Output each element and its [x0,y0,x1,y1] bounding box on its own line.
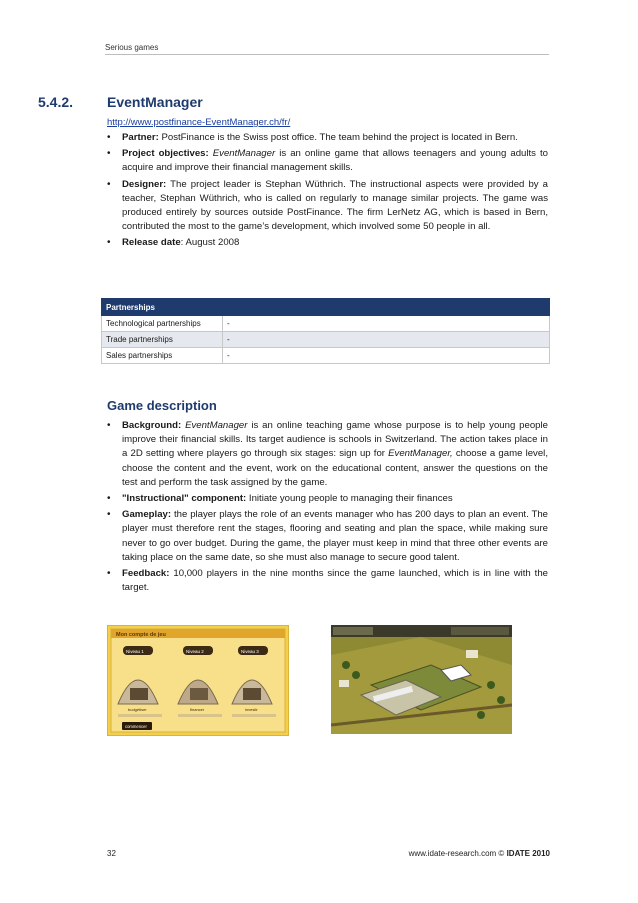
level-badge-2 [183,646,213,655]
partnerships-table [101,298,550,364]
list-item: • Designer: The project leader is Stephan Wüthrich. The instructional aspects were provided by a teacher, Stephan Wüthrich, who is called on regularly to manage similar projects. The game was produced entirely by sources outside PostFinance. The firm LerNetz AG, which is based in Bern, contributed the most to the game’s development, which involved some 50 people in all. [107,178,548,233]
project-info-list [100,131,548,253]
svg-text:Niveau 1: Niveau 1 [126,649,144,654]
table-row: Sales partnerships - [102,348,550,364]
footer-copyright: www.idate-research.com © IDATE 2010 [408,849,550,858]
dome-caption: financer [190,707,205,712]
screenshot-heading: Mon compte de jeu [116,632,166,638]
list-item: • Gameplay: the player plays the role of an events manager who has 200 days to plan an event. The player must therefore rent the stages, flooring and seating and plan the space, while making sure never to go over budget. During the game, the player must keep in mind that three other events are taking place on the same date, so she must also manage to secure good talent. [107,509,548,563]
start-button [122,722,152,730]
bullet-icon: • [107,509,111,521]
header-rule [105,54,549,55]
dome-caption: investir [245,707,258,712]
game-description-list [100,419,548,597]
project-url-link[interactable]: http://www.postfinance-EventManager.ch/fr/ [107,117,291,128]
bullet-icon: • [107,420,111,431]
dome-caption: budgétiser [128,707,147,712]
bullet-icon: • [107,132,111,143]
bullet-icon: • [107,568,111,580]
table-row: Technological partnerships - [102,316,550,332]
bullet-icon: • [107,237,111,249]
bullet-icon: • [107,178,111,190]
svg-text:Niveau 3: Niveau 3 [241,649,259,654]
level-badge-3 [238,646,268,655]
page-number: 32 [107,849,116,858]
list-item: • "Instructional" component: Initiate young people to managing their finances [100,492,548,506]
running-header: Serious games [105,43,159,52]
level-badge-1 [123,646,153,655]
list-item: • Feedback: 10,000 players in the nine months since the game launched, which is in line with the target. [107,568,548,594]
svg-text:Niveau 2: Niveau 2 [186,649,204,654]
game-description-title: Game description [107,398,217,413]
table-header: Partnerships [102,299,550,316]
bullet-icon: • [107,493,111,505]
event-grounds-screenshot [331,625,512,734]
svg-text:commencer: commencer [125,724,147,729]
bullet-icon: • [107,148,111,160]
list-item: • Background: EventManager is an online teaching game whose purpose is to help young people improve their financial skills. Its target audience is schools in Switzerland. The action takes place in a 2D setting where players go through six stages: sign up for EventManager, choose a game level, choose the content and the event, work on the educational content, answer the questions on the test and perform the task assigned by the game. [107,420,548,488]
list-item: • Project objectives: EventManager is an online game that allows teenagers and young adults to acquire and improve their financial management skills. [107,148,549,174]
section-number: 5.4.2. [38,94,74,110]
section-title: EventManager [107,94,203,110]
game-account-screenshot [107,625,289,736]
table-row: Trade partnerships - [102,332,550,348]
list-item: • Partner: PostFinance is the Swiss post office. The team behind the project is located in Bern. [100,131,548,145]
list-item: • Release date: August 2008 [100,236,548,250]
